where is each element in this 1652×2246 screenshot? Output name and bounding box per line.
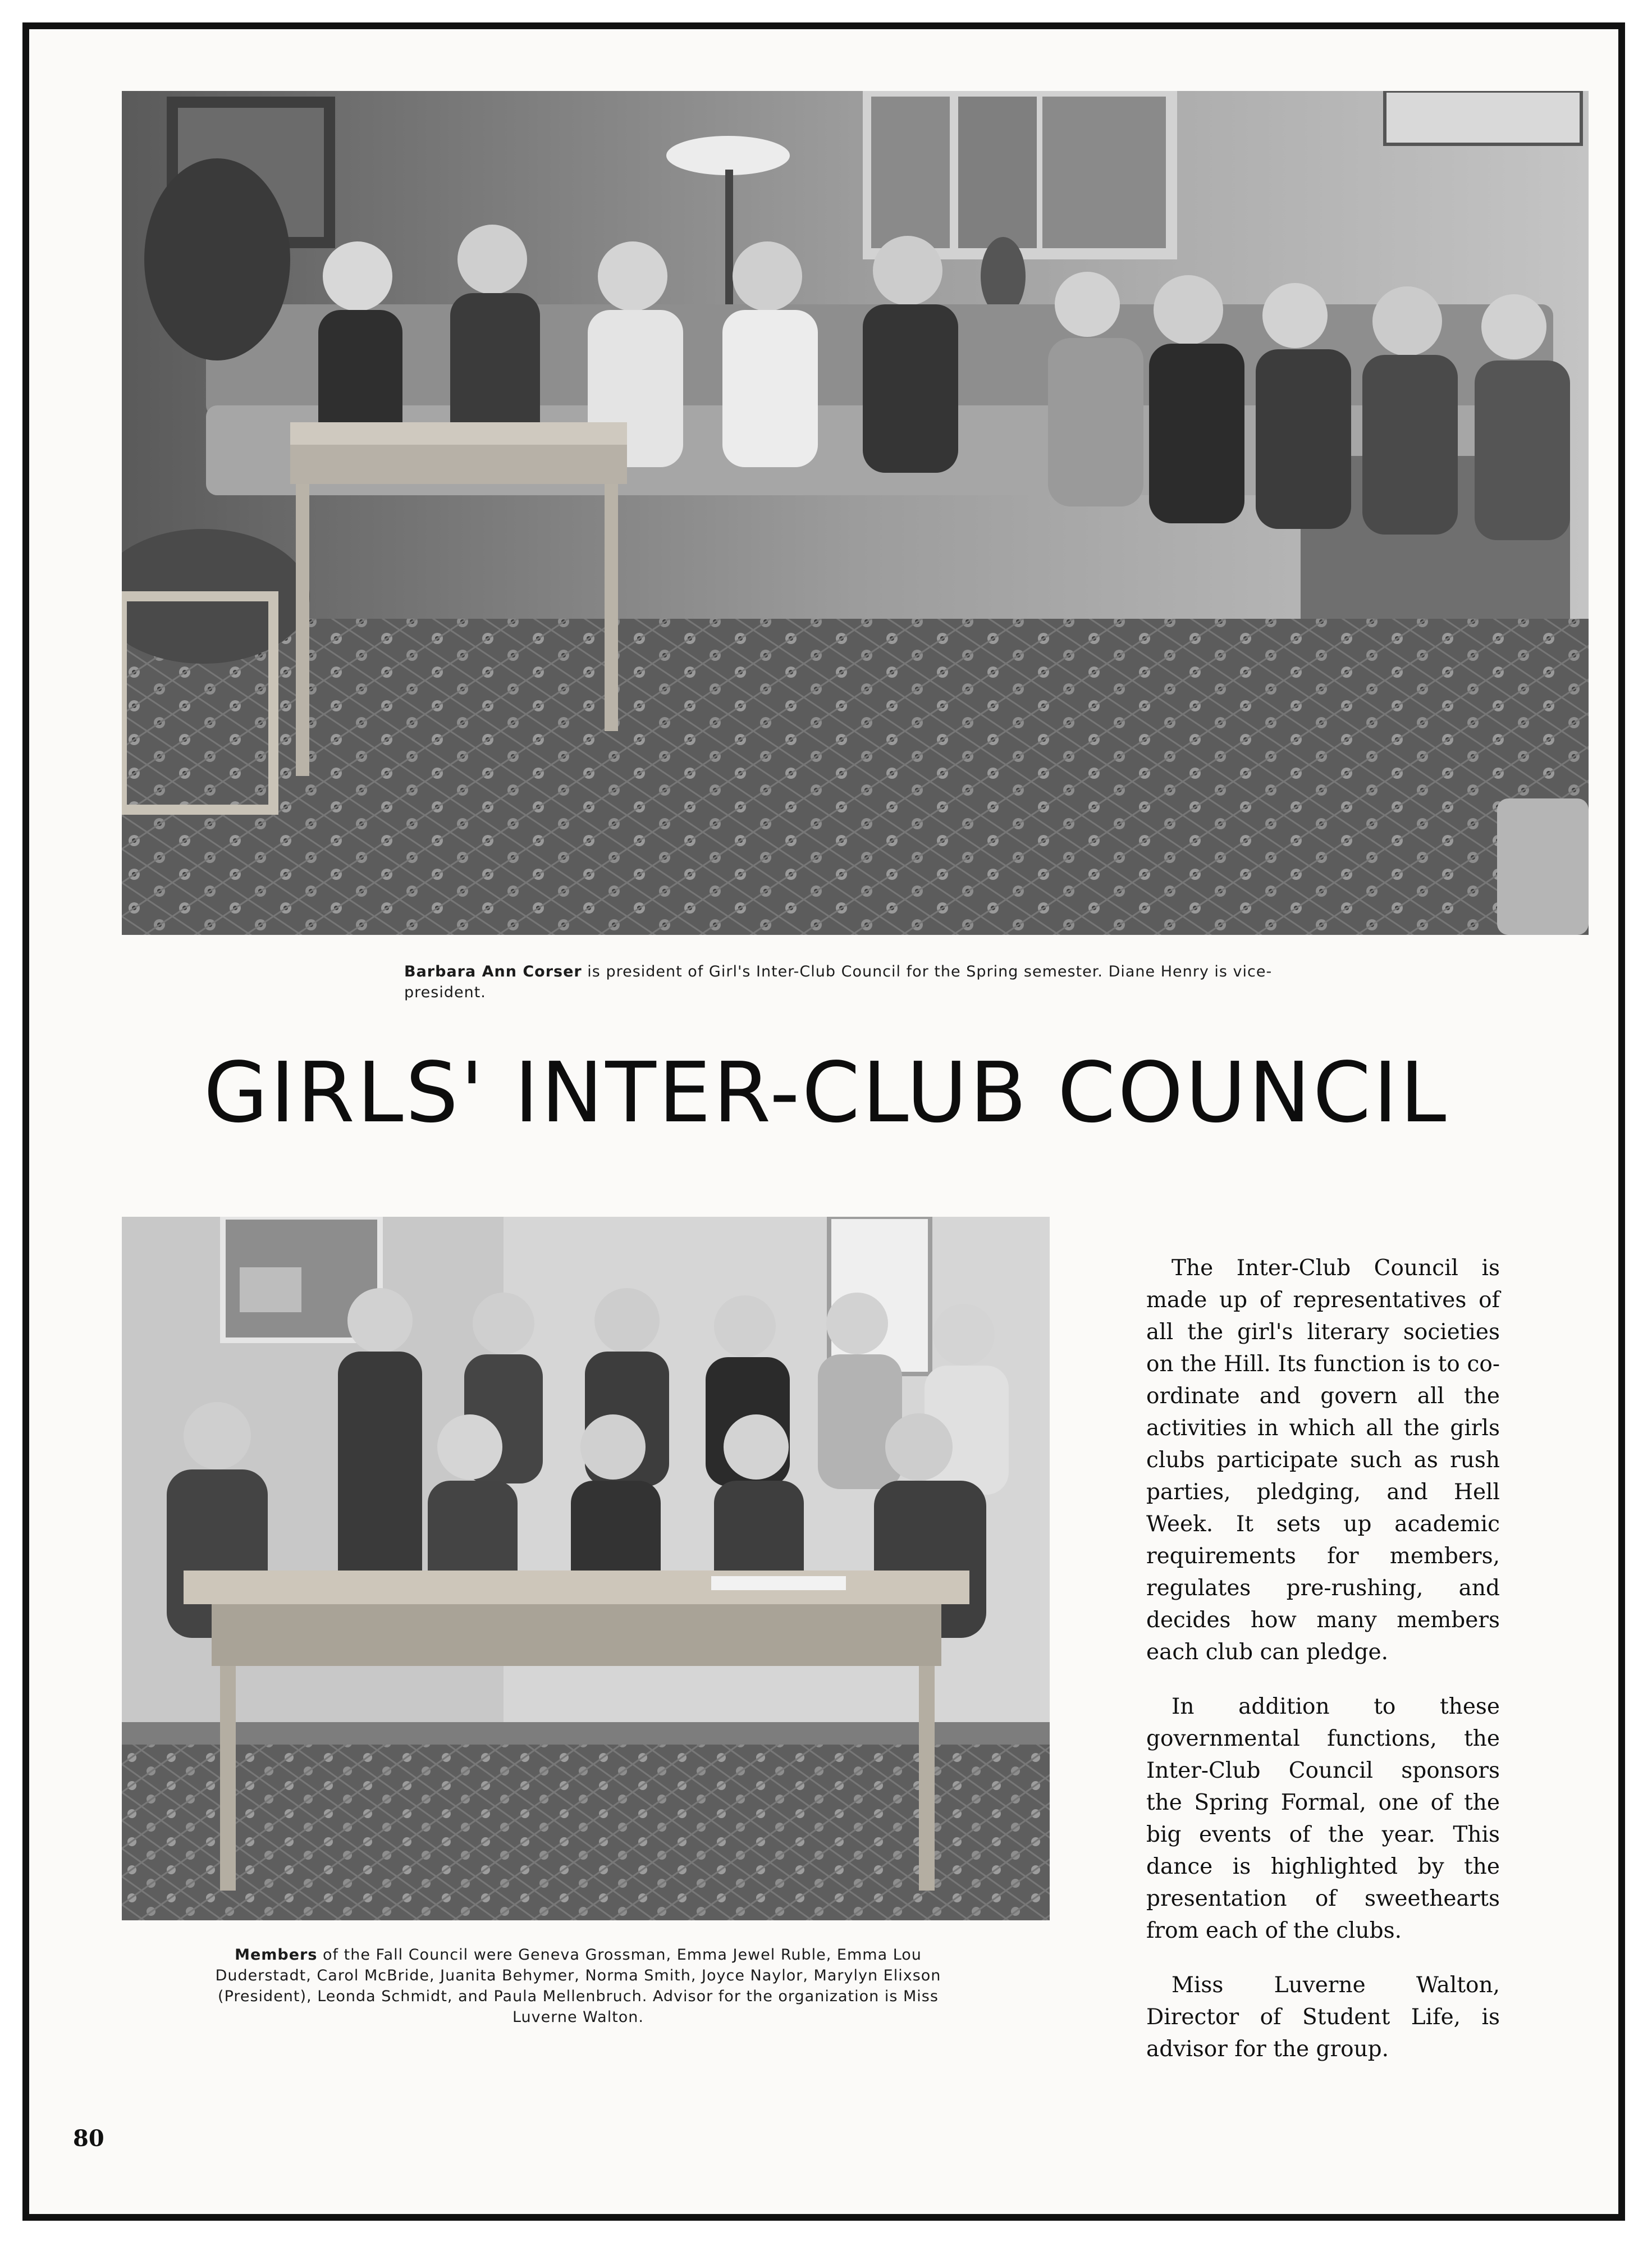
bottom-caption-text: of the Fall Council were Geneva Grossman, Emma Jewel Ruble, Emma Lou Duderstadt, Carol McBride, Juanita Behymer, Norma Smith, Joyce Naylor, Marylyn Elixson (President), Leonda Schmidt, and Paula Mellenbruch. Advisor for the organization is Miss Luverne Walton. — [215, 1946, 941, 2026]
body-paragraph-3: Miss Luverne Walton, Director of Student Life, is advisor for the group. — [1146, 1973, 1500, 2062]
body-paragraph-1: The Inter-Club Council is made up of representatives of all the girl's literary societies on the Hill. Its function is to co-ordinate and govern all the activities in which all the girls clubs participate such as rush parties, pledging, and Hell Week. It sets up academic requirements for members, regulates pre-rushing, and decides how many members each club can pledge. — [1146, 1256, 1500, 1665]
bottom-photo — [122, 1217, 1050, 1920]
bottom-caption-lead: Members — [235, 1946, 318, 1964]
bottom-photo-caption — [202, 1944, 954, 2028]
page-number: 80 — [73, 2125, 104, 2152]
page-title: GIRLS' INTER-CLUB COUNCIL — [203, 1044, 1449, 1141]
top-caption-text: is president of Girl's Inter-Club Council for the Spring semester. Diane Henry is vice-president. — [404, 963, 1273, 1001]
body-text — [1146, 1252, 1500, 2088]
top-photo — [122, 91, 1589, 935]
body-paragraph-2: In addition to these governmental functions, the Inter-Club Council sponsors the Spring Formal, one of the big events of the year. This dance is highlighted by the presentation of sweethearts from each of the clubs. — [1146, 1694, 1500, 1943]
top-photo-caption — [404, 961, 1336, 1003]
top-caption-lead: Barbara Ann Corser — [404, 963, 582, 980]
